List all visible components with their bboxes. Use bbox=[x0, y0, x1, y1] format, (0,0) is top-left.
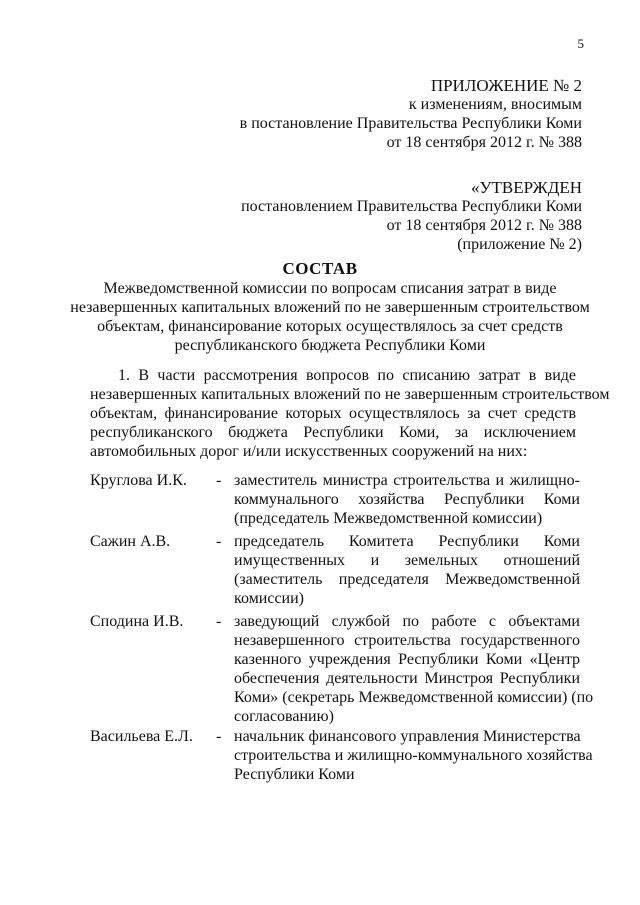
approval-line: от 18 сентября 2012 г. № 388 bbox=[386, 217, 582, 234]
approval-title: «УТВЕРЖДЕН bbox=[471, 178, 582, 197]
subheading-line: Межведомственной комиссии по вопросам списания затрат в виде bbox=[103, 280, 557, 297]
intro-paragraph bbox=[90, 366, 610, 461]
appendix-reference bbox=[240, 76, 582, 152]
intro-line: объектам, финансирование которых осуществлялось за счет средств bbox=[90, 405, 576, 422]
role-line: заведующий службой по работе с объектами bbox=[234, 613, 580, 630]
role-line: незавершенного строительства государственного bbox=[234, 632, 580, 649]
page-number: 5 bbox=[577, 36, 584, 51]
intro-line: республиканского бюджета Республики Коми, за исключением bbox=[90, 424, 576, 441]
role-line: имущественных и земельных отношений bbox=[234, 552, 580, 569]
document-subheading bbox=[60, 279, 600, 355]
role-line: Республики Коми bbox=[234, 766, 355, 783]
member-dash: - bbox=[216, 613, 222, 630]
member-name: Сподина И.В. bbox=[90, 613, 184, 630]
approval-stamp bbox=[241, 178, 582, 254]
appendix-line: к изменениям, вносимым bbox=[408, 96, 582, 113]
subheading-line: незавершенных капитальных вложений по не завершенным строительством bbox=[70, 299, 590, 316]
member-name: Круглова И.К. bbox=[90, 472, 187, 489]
role-line: начальник финансового управления Министерства bbox=[234, 728, 581, 745]
intro-line: незавершенных капитальных вложений по не завершенным строительством bbox=[90, 386, 610, 403]
role-line: обеспечения деятельности Минстроя Республики bbox=[234, 670, 580, 687]
appendix-line: от 18 сентября 2012 г. № 388 bbox=[386, 134, 582, 151]
intro-line: 1. В части рассмотрения вопросов по списанию затрат в виде bbox=[118, 367, 576, 384]
member-role bbox=[234, 532, 580, 608]
subheading-line: республиканского бюджета Республики Коми bbox=[174, 337, 486, 354]
role-line: (председатель Межведомственной комиссии) bbox=[234, 510, 543, 527]
role-line: казенного учреждения Республики Коми «Центр bbox=[234, 651, 580, 668]
role-line: согласованию) bbox=[234, 708, 334, 725]
approval-line: постановлением Правительства Республики Коми bbox=[241, 198, 582, 215]
member-dash: - bbox=[216, 472, 222, 489]
appendix-title: ПРИЛОЖЕНИЕ № 2 bbox=[430, 76, 582, 95]
approval-line: (приложение № 2) bbox=[457, 236, 582, 253]
role-line: заместитель министра строительства и жилищно- bbox=[234, 472, 580, 489]
member-role bbox=[234, 727, 593, 784]
member-dash: - bbox=[216, 533, 222, 550]
subheading-line: объектам, финансирование которых осуществлялось за счет средств bbox=[97, 318, 563, 335]
member-name: Сажин А.В. bbox=[90, 533, 171, 550]
intro-line: автомобильных дорог и/или искусственных сооружений на них: bbox=[90, 443, 528, 460]
role-line: коммунального хозяйства Республики Коми bbox=[234, 491, 580, 508]
role-line: (заместитель председателя Межведомственной bbox=[234, 571, 580, 588]
member-dash: - bbox=[216, 728, 222, 745]
document-heading: СОСТАВ bbox=[282, 259, 358, 278]
member-role bbox=[234, 471, 580, 528]
member-name: Васильева Е.Л. bbox=[90, 728, 193, 745]
role-line: Коми» (секретарь Межведомственной комиссии) (по bbox=[234, 689, 594, 706]
role-line: комиссии) bbox=[234, 590, 304, 607]
role-line: строительства и жилищно-коммунального хозяйства bbox=[234, 747, 593, 764]
member-role bbox=[234, 612, 594, 726]
appendix-line: в постановление Правительства Республики Коми bbox=[239, 115, 582, 132]
role-line: председатель Комитета Республики Коми bbox=[234, 533, 580, 550]
